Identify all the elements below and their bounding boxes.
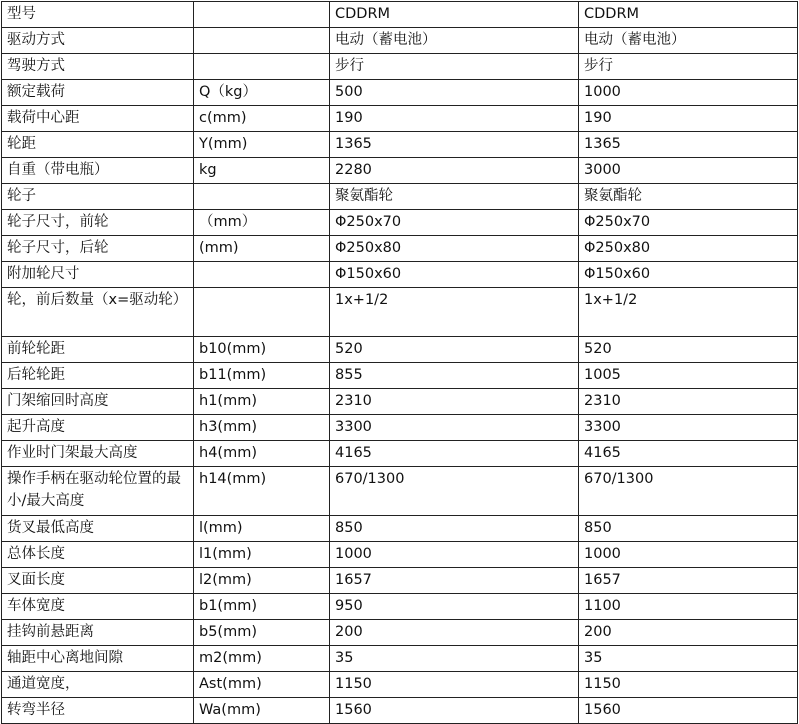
spec-unit-cell: (mm)	[194, 236, 330, 262]
spec-name-cell: 作业时门架最大高度	[2, 441, 194, 467]
model-b-value-cell: 聚氨酯轮	[579, 184, 798, 210]
model-b-value-cell: 1560	[579, 698, 798, 724]
spec-unit-cell	[194, 184, 330, 210]
spec-unit-cell: h3(mm)	[194, 415, 330, 441]
model-a-value-cell: 200	[330, 620, 579, 646]
spec-name-cell: 轮子	[2, 184, 194, 210]
spec-name-cell: 自重（带电瓶）	[2, 158, 194, 184]
model-b-value-cell: 1365	[579, 132, 798, 158]
table-row	[2, 80, 798, 106]
model-a-value-cell: 500	[330, 80, 579, 106]
model-b-value-cell: 1150	[579, 672, 798, 698]
model-b-value-cell: 200	[579, 620, 798, 646]
model-a-value-cell: 2280	[330, 158, 579, 184]
model-a-value-cell: 670/1300	[330, 467, 579, 516]
table-row	[2, 184, 798, 210]
model-b-value-cell: Φ250x70	[579, 210, 798, 236]
spec-name-cell: 转弯半径	[2, 698, 194, 724]
spec-unit-cell: h14(mm)	[194, 467, 330, 516]
spec-name-cell: 起升高度	[2, 415, 194, 441]
model-a-value-cell: 电动（蓄电池）	[330, 28, 579, 54]
spec-name-cell: 载荷中心距	[2, 106, 194, 132]
table-row	[2, 594, 798, 620]
model-a-value-cell: 1000	[330, 542, 579, 568]
model-b-value-cell: 2310	[579, 389, 798, 415]
spec-unit-cell	[194, 2, 330, 28]
table-row	[2, 389, 798, 415]
spec-name-cell: 前轮轮距	[2, 337, 194, 363]
table-row	[2, 646, 798, 672]
table-row	[2, 106, 798, 132]
table-row	[2, 441, 798, 467]
spec-name-cell: 额定载荷	[2, 80, 194, 106]
model-a-value-cell: 聚氨酯轮	[330, 184, 579, 210]
spec-name-cell: 驾驶方式	[2, 54, 194, 80]
spec-unit-cell	[194, 262, 330, 288]
spec-name-cell: 型号	[2, 2, 194, 28]
model-a-value-cell: CDDRM	[330, 2, 579, 28]
spec-unit-cell: Ast(mm)	[194, 672, 330, 698]
spec-unit-cell: l(mm)	[194, 516, 330, 542]
model-b-value-cell: 670/1300	[579, 467, 798, 516]
model-a-value-cell: 1150	[330, 672, 579, 698]
table-row	[2, 262, 798, 288]
table-row	[2, 363, 798, 389]
spec-name-cell: 货叉最低高度	[2, 516, 194, 542]
model-a-value-cell: Φ250x80	[330, 236, 579, 262]
model-a-value-cell: 1560	[330, 698, 579, 724]
model-b-value-cell: 3300	[579, 415, 798, 441]
spec-unit-cell: b11(mm)	[194, 363, 330, 389]
spec-unit-cell: kg	[194, 158, 330, 184]
table-row	[2, 28, 798, 54]
spec-name-cell: 车体宽度	[2, 594, 194, 620]
spec-unit-cell: h4(mm)	[194, 441, 330, 467]
model-a-value-cell: 1x+1/2	[330, 288, 579, 337]
spec-unit-cell	[194, 28, 330, 54]
spec-unit-cell: b10(mm)	[194, 337, 330, 363]
spec-name-cell: 总体长度	[2, 542, 194, 568]
model-b-value-cell: 3000	[579, 158, 798, 184]
spec-unit-cell: l2(mm)	[194, 568, 330, 594]
spec-unit-cell: l1(mm)	[194, 542, 330, 568]
table-row	[2, 337, 798, 363]
model-a-value-cell: Φ150x60	[330, 262, 579, 288]
table-row	[2, 158, 798, 184]
model-b-value-cell: Φ150x60	[579, 262, 798, 288]
spec-unit-cell	[194, 288, 330, 337]
spec-unit-cell: Wa(mm)	[194, 698, 330, 724]
model-b-value-cell: 1005	[579, 363, 798, 389]
spec-unit-cell: m2(mm)	[194, 646, 330, 672]
model-a-value-cell: 1657	[330, 568, 579, 594]
spec-unit-cell: b1(mm)	[194, 594, 330, 620]
model-b-value-cell: 1000	[579, 80, 798, 106]
table-row	[2, 54, 798, 80]
model-b-value-cell: 35	[579, 646, 798, 672]
spec-name-cell: 挂钩前悬距离	[2, 620, 194, 646]
model-a-value-cell: 3300	[330, 415, 579, 441]
model-b-value-cell: 电动（蓄电池）	[579, 28, 798, 54]
table-row	[2, 672, 798, 698]
table-row	[2, 620, 798, 646]
spec-name-cell: 操作手柄在驱动轮位置的最小/最大高度	[2, 467, 194, 516]
table-row	[2, 698, 798, 724]
spec-name-cell: 后轮轮距	[2, 363, 194, 389]
model-b-value-cell: 520	[579, 337, 798, 363]
model-b-value-cell: 1100	[579, 594, 798, 620]
model-a-value-cell: 4165	[330, 441, 579, 467]
spec-name-cell: 门架缩回时高度	[2, 389, 194, 415]
model-a-value-cell: 1365	[330, 132, 579, 158]
model-a-value-cell: 步行	[330, 54, 579, 80]
table-row	[2, 236, 798, 262]
spec-name-cell: 驱动方式	[2, 28, 194, 54]
spec-unit-cell: Y(mm)	[194, 132, 330, 158]
model-a-value-cell: 850	[330, 516, 579, 542]
table-row	[2, 542, 798, 568]
table-row	[2, 516, 798, 542]
model-a-value-cell: 35	[330, 646, 579, 672]
model-a-value-cell: 190	[330, 106, 579, 132]
model-b-value-cell: 4165	[579, 441, 798, 467]
spec-name-cell: 轮子尺寸，后轮	[2, 236, 194, 262]
model-b-value-cell: 1x+1/2	[579, 288, 798, 337]
model-b-value-cell: 1657	[579, 568, 798, 594]
table-row	[2, 568, 798, 594]
model-a-value-cell: 520	[330, 337, 579, 363]
model-b-value-cell: 190	[579, 106, 798, 132]
model-b-value-cell: 1000	[579, 542, 798, 568]
table-row	[2, 132, 798, 158]
spec-name-cell: 附加轮尺寸	[2, 262, 194, 288]
model-b-value-cell: Φ250x80	[579, 236, 798, 262]
table-row	[2, 467, 798, 516]
table-row	[2, 415, 798, 441]
spec-name-cell: 叉面长度	[2, 568, 194, 594]
spec-unit-cell: （mm）	[194, 210, 330, 236]
spec-name-cell: 通道宽度，	[2, 672, 194, 698]
spec-name-cell: 轮子尺寸，前轮	[2, 210, 194, 236]
model-b-value-cell: CDDRM	[579, 2, 798, 28]
model-a-value-cell: 950	[330, 594, 579, 620]
model-a-value-cell: Φ250x70	[330, 210, 579, 236]
model-a-value-cell: 855	[330, 363, 579, 389]
spec-unit-cell: c(mm)	[194, 106, 330, 132]
spec-unit-cell	[194, 54, 330, 80]
model-a-value-cell: 2310	[330, 389, 579, 415]
spec-name-cell: 轮，前后数量（x=驱动轮）	[2, 288, 194, 337]
spec-unit-cell: b5(mm)	[194, 620, 330, 646]
table-row	[2, 288, 798, 337]
spec-table	[1, 1, 798, 724]
table-row	[2, 2, 798, 28]
spec-name-cell: 轴距中心离地间隙	[2, 646, 194, 672]
model-b-value-cell: 850	[579, 516, 798, 542]
table-row	[2, 210, 798, 236]
model-b-value-cell: 步行	[579, 54, 798, 80]
spec-unit-cell: Q（kg）	[194, 80, 330, 106]
spec-table-body	[2, 2, 798, 724]
spec-unit-cell: h1(mm)	[194, 389, 330, 415]
spec-name-cell: 轮距	[2, 132, 194, 158]
